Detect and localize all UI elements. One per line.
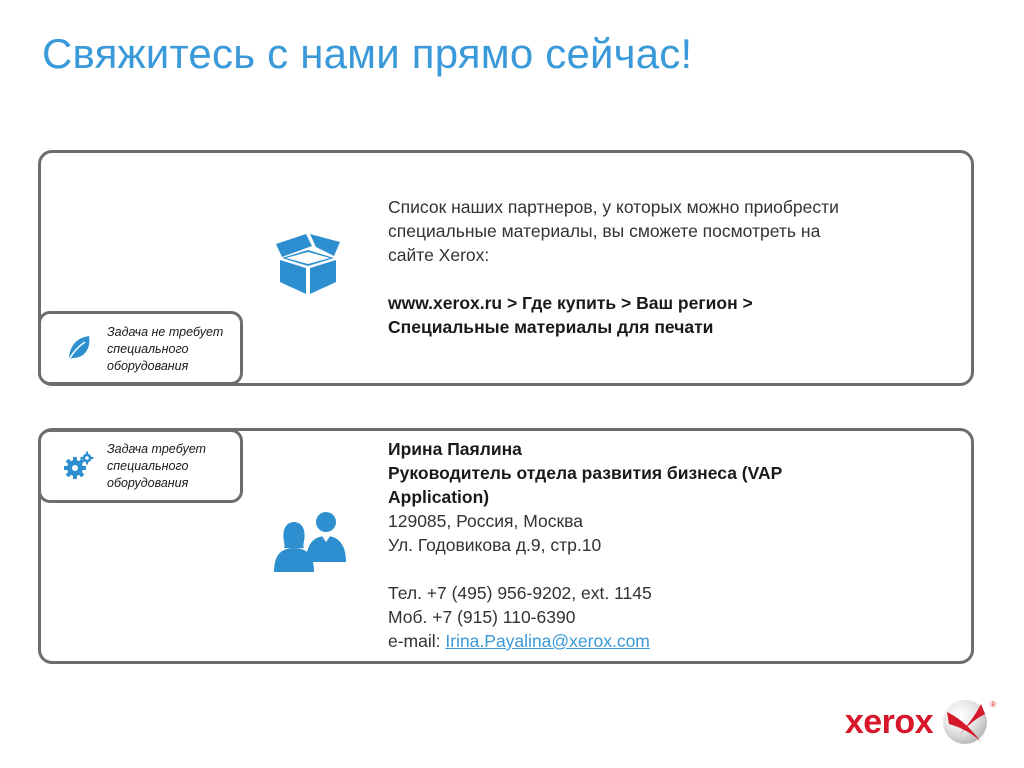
partners-text [388,195,928,339]
partners-text-line: сайте Xerox: [388,245,490,265]
xerox-logo [845,696,996,748]
people-icon [272,508,348,572]
contact-address-line: 129085, Россия, Москва [388,511,583,531]
badge-text-line: специального [107,459,189,473]
badge-text-line: Задача не требует [107,325,224,339]
badge-no-equipment [38,311,243,385]
logo-wordmark: xerox [844,703,934,741]
badge-text-line: специального [107,342,189,356]
contact-address-line: Ул. Годовикова д.9, стр.10 [388,535,602,555]
contact-text [388,437,928,653]
xerox-ball-icon [941,698,989,746]
contact-email-link[interactable]: Irina.Payalina@xerox.com [445,631,650,651]
partners-text-line: специальные материалы, вы сможете посмотреть на [388,221,821,241]
badge-equipment [38,429,243,503]
badge-text-line: Задача требует [107,442,206,456]
partners-text-line: Список наших партнеров, у которых можно приобрести [388,197,839,217]
partners-path-line: www.xerox.ru > Где купить > Ваш регион > [388,293,753,313]
gears-icon [63,450,95,482]
registered-mark: ® [990,700,996,709]
leaf-icon [63,332,95,364]
contact-mobile: Моб. +7 (915) 110-6390 [388,607,576,627]
contact-phone: Тел. +7 (495) 956-9202, ext. 1145 [388,583,652,603]
badge-text [107,324,241,375]
contact-name: Ирина Паялина [388,439,522,459]
partners-path-line: Специальные материалы для печати [388,317,714,337]
contact-role-line: Руководитель отдела развития бизнеса (VAP [388,463,783,483]
contact-email-label: e-mail: [388,631,446,651]
contact-role-line: Application) [388,487,490,507]
page-title: Свяжитесь с нами прямо сейчас! [42,30,693,77]
box-icon [272,230,344,298]
badge-text-line: оборудования [107,476,189,490]
badge-text-line: оборудования [107,359,189,373]
badge-text [107,441,241,492]
contact-email-row [388,629,928,653]
